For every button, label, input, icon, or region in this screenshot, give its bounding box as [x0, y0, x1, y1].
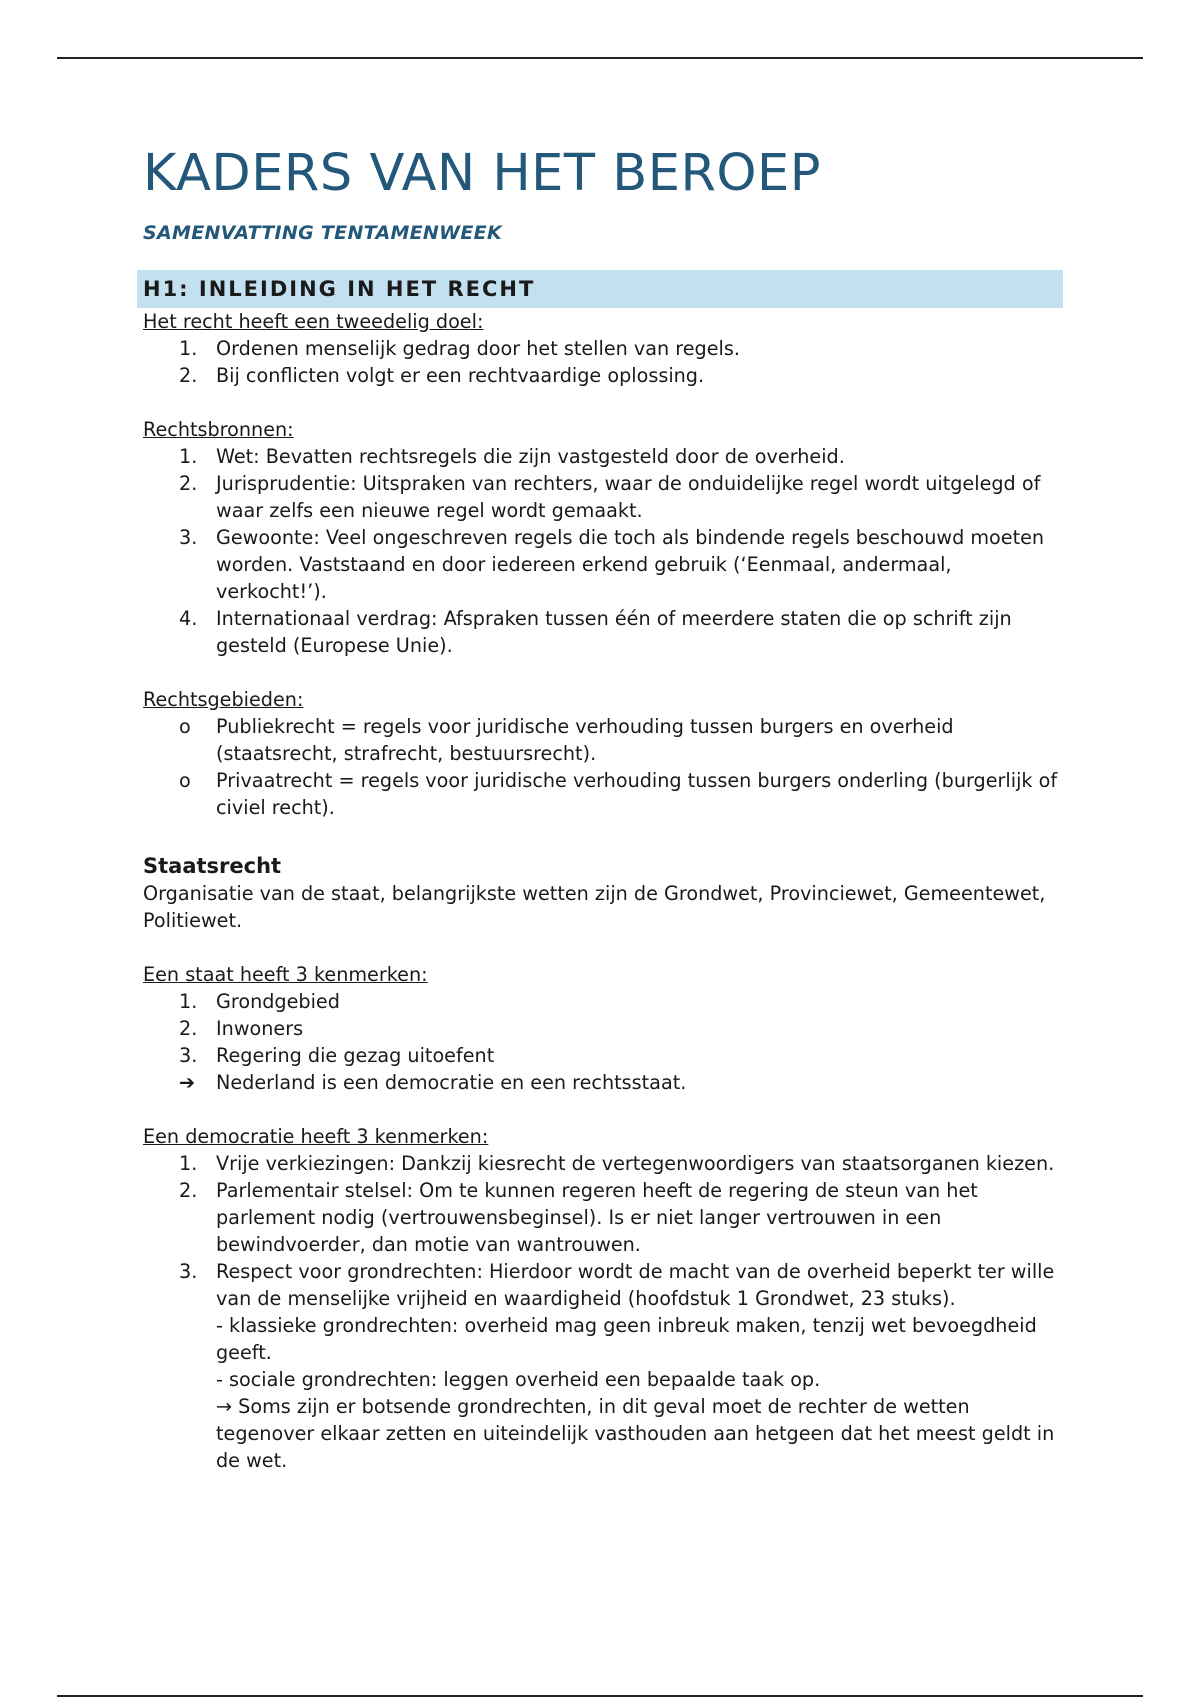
doel-list — [143, 335, 1063, 389]
document-page — [143, 140, 1063, 1474]
list-item: o Publiekrecht = regels voor juridische verhouding tussen burgers en overheid (staatsrecht, strafrecht, bestuursrecht). — [179, 715, 954, 765]
democratie-list — [143, 1150, 1063, 1474]
list-item: 4. Internationaal verdrag: Afspraken tussen één of meerdere staten die op schrift zijn gesteld (Europese Unie). — [179, 607, 1012, 657]
sub-item-sociale: - sociale grondrechten: leggen overheid een bepaalde taak op. — [216, 1368, 821, 1391]
staatsrecht-intro: Organisatie van de staat, belangrijkste wetten zijn de Grondwet, Provinciewet, Gemeentewet, Politiewet. — [143, 882, 1046, 932]
list-item: 1. Wet: Bevatten rechtsregels die zijn vastgesteld door de overheid. — [179, 445, 845, 468]
chapter-heading: H1: INLEIDING IN HET RECHT — [137, 270, 1063, 308]
list-item: 2. Inwoners — [179, 1017, 304, 1040]
list-item: o Privaatrecht = regels voor juridische verhouding tussen burgers onderling (burgerlijk of civiel recht). — [179, 769, 1058, 819]
list-item: 1. Grondgebied — [179, 990, 340, 1013]
staat-list — [143, 988, 1063, 1096]
list-item: 1. Ordenen menselijk gedrag door het stellen van regels. — [179, 337, 740, 360]
list-item: 3. Respect voor grondrechten: Hierdoor wordt de macht van de overheid beperkt ter wille van de menselijke vrijheid en waardigheid (hoofdstuk 1 Grondwet, 23 stuks). - klassieke grondrechten: overheid mag geen inbreuk maken, tenzij wet bevoegdheid geeft. - sociale grondrechten: leggen overheid een bepaalde taak op. → Soms zijn er botsende grondrechten, in dit geval moet de rechter de wetten tegenover elkaar zetten en uiteindelijk vasthouden aan hetgeen dat het meest geldt in de wet. — [143, 1258, 1063, 1474]
bronnen-heading: Rechtsbronnen: — [143, 418, 294, 441]
document-title: KADERS VAN HET BEROEP — [143, 144, 822, 203]
footer-rule — [57, 1695, 1143, 1697]
section-title-staatsrecht: Staatsrecht — [143, 854, 282, 878]
list-item: 2. Parlementair stelsel: Om te kunnen regeren heeft de regering de steun van het parlement nodig (vertrouwensbeginsel). Is er niet langer vertrouwen in een bewindvoerder, dan motie van wantrouwen. — [179, 1179, 978, 1256]
header-rule — [57, 57, 1143, 59]
gebieden-list — [143, 713, 1063, 821]
staat-heading: Een staat heeft 3 kenmerken: — [143, 963, 428, 986]
list-item: 3. Regering die gezag uitoefent — [179, 1044, 495, 1067]
doel-heading: Het recht heeft een tweedelig doel: — [143, 310, 484, 333]
list-item: 1. Vrije verkiezingen: Dankzij kiesrecht de vertegenwoordigers van staatsorganen kiezen. — [179, 1152, 1055, 1175]
list-item: 3. Gewoonte: Veel ongeschreven regels die toch als bindende regels beschouwd moeten worden. Vaststaand en door iedereen erkend gebruik (‘Eenmaal, andermaal, verkocht!’). — [179, 526, 1045, 603]
democratie-heading: Een democratie heeft 3 kenmerken: — [143, 1125, 489, 1148]
list-item: ➔ Nederland is een democratie en een rechtsstaat. — [179, 1071, 687, 1094]
list-item: 2. Jurisprudentie: Uitspraken van rechters, waar de onduidelijke regel wordt uitgelegd of waar zelfs een nieuwe regel wordt gemaakt. — [179, 472, 1041, 522]
bronnen-list — [143, 443, 1063, 659]
list-item: 2. Bij conflicten volgt er een rechtvaardige oplossing. — [179, 364, 705, 387]
sub-item-klassieke: - klassieke grondrechten: overheid mag geen inbreuk maken, tenzij wet bevoegdheid geeft. — [216, 1314, 1037, 1364]
sub-item-botsende: → Soms zijn er botsende grondrechten, in dit geval moet de rechter de wetten tegenover elkaar zetten en uiteindelijk vasthouden aan hetgeen dat het meest geldt in de wet. — [216, 1395, 1055, 1472]
arrow-icon: ➔ — [179, 1071, 196, 1094]
document-subtitle: SAMENVATTING TENTAMENWEEK — [143, 222, 502, 244]
gebieden-heading: Rechtsgebieden: — [143, 688, 304, 711]
